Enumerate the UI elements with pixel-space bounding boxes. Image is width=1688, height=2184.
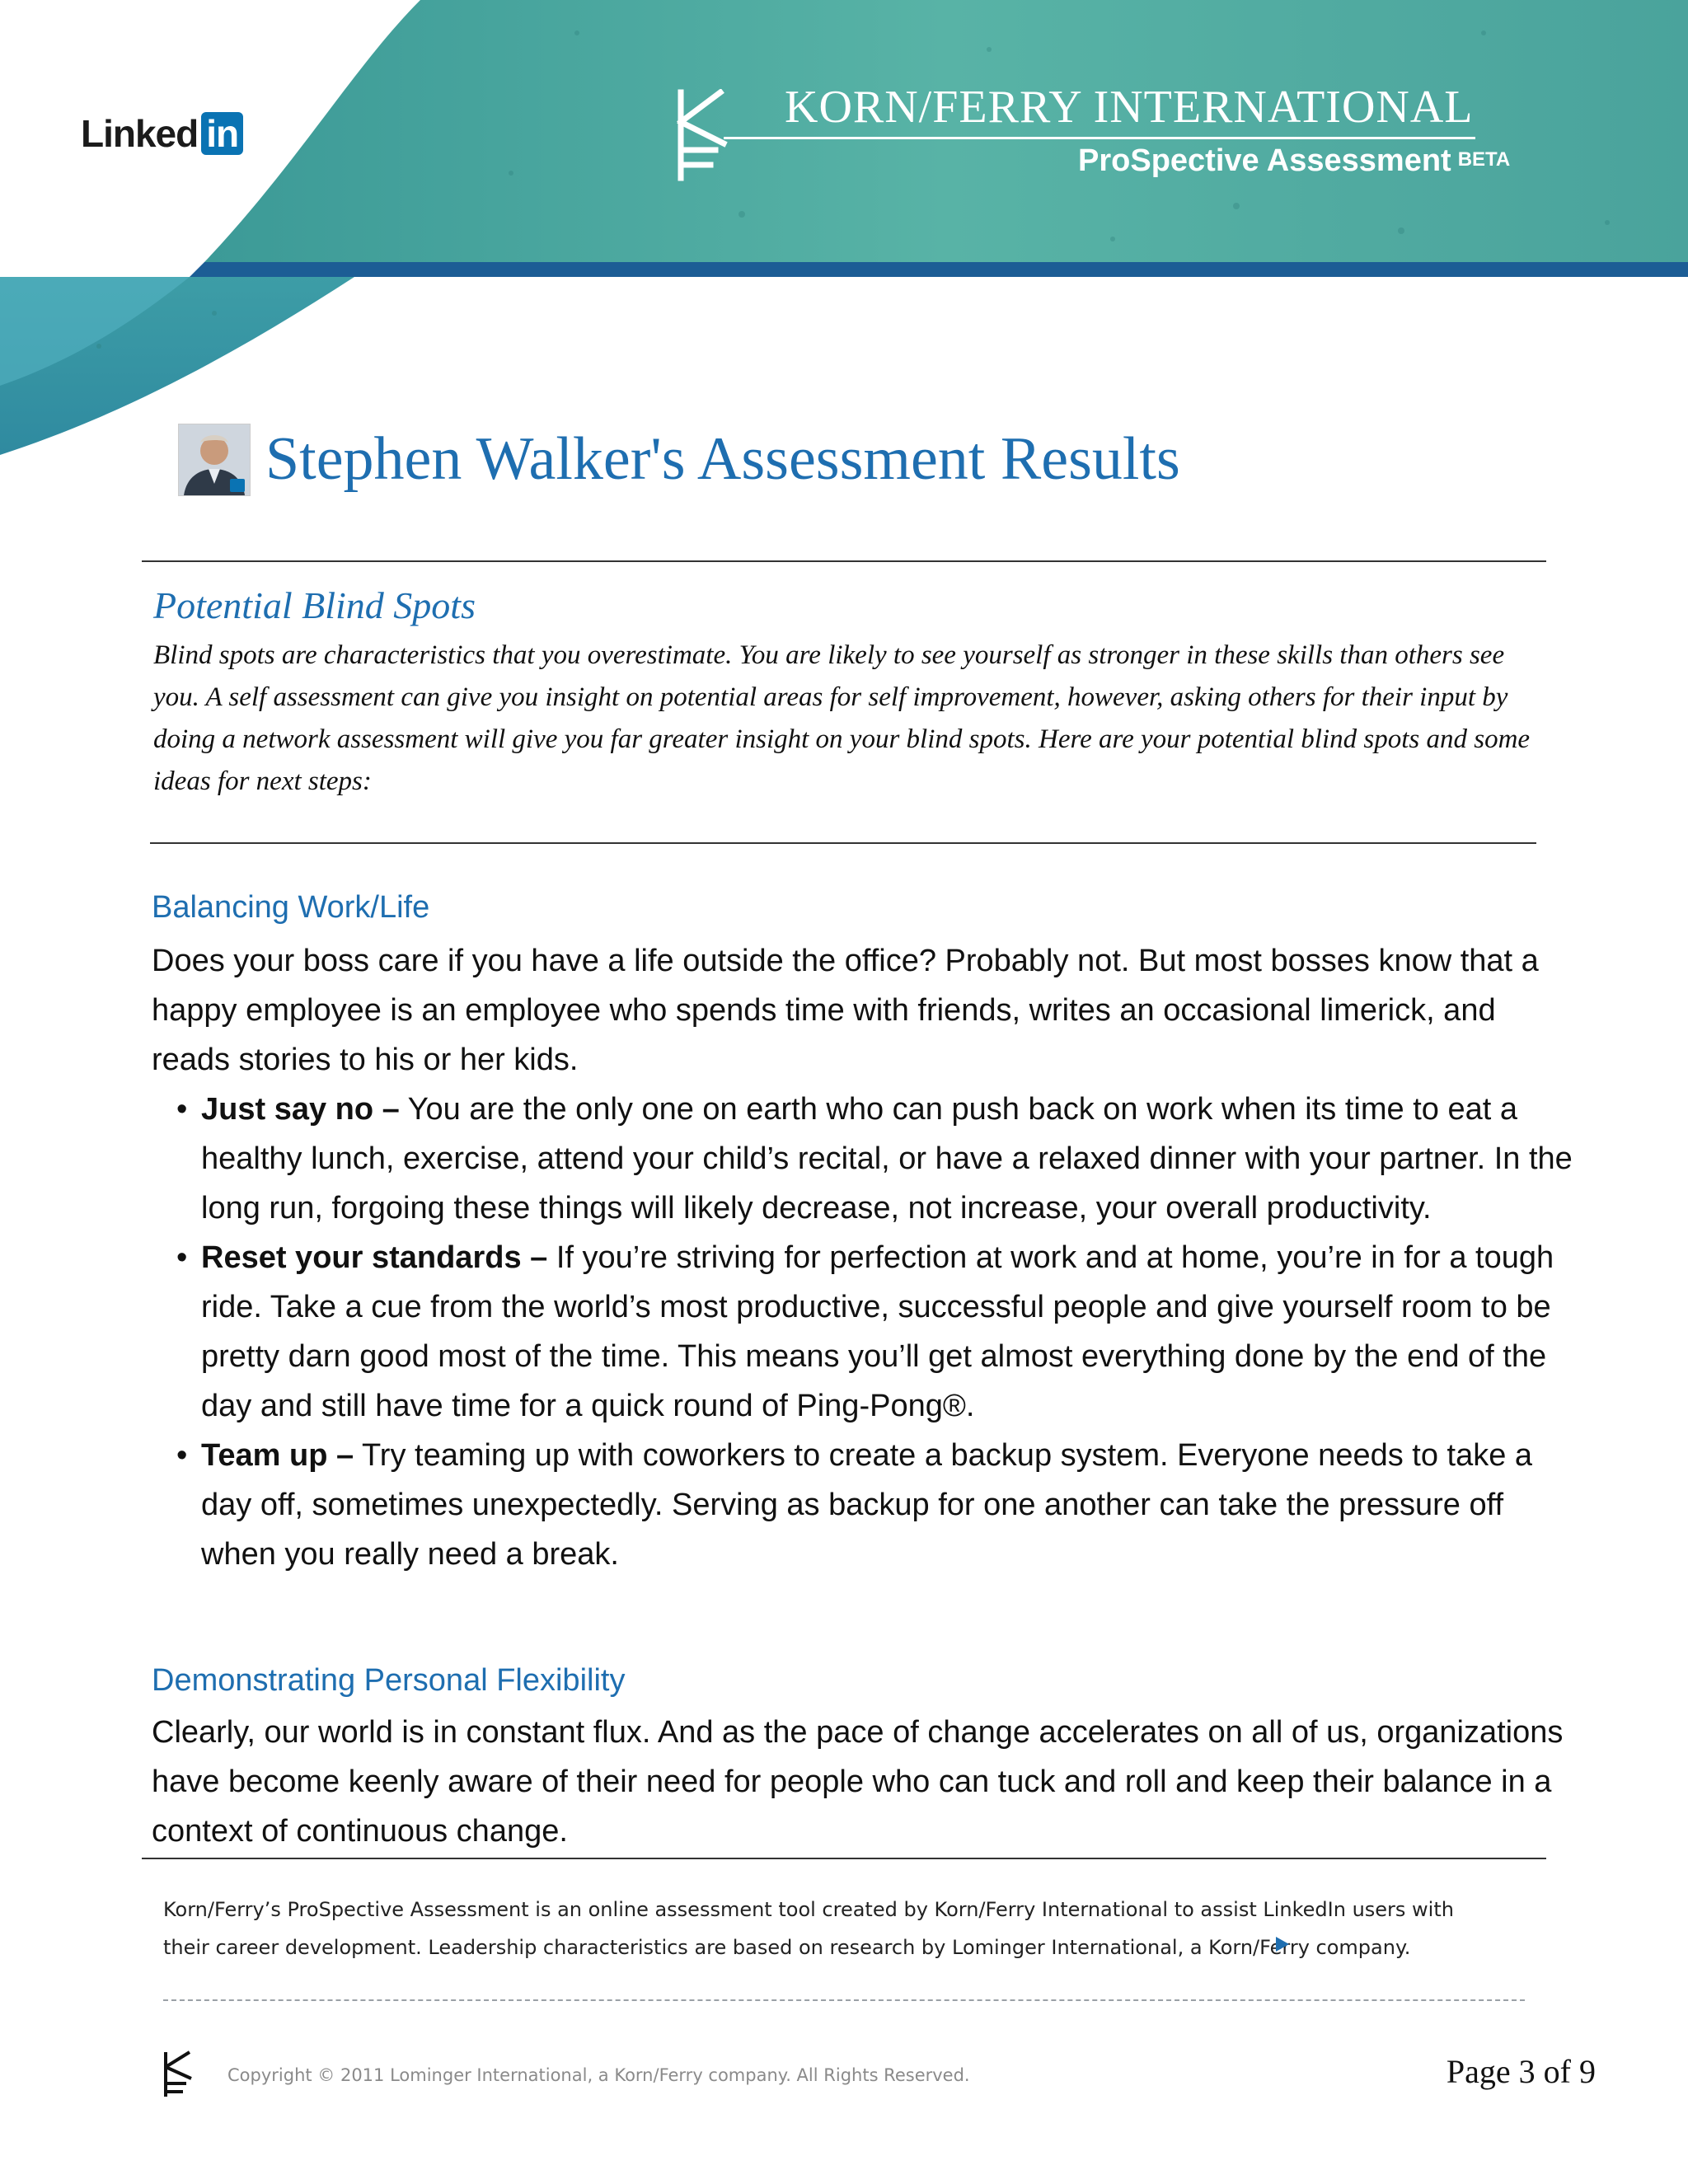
section-paragraph-flexibility: Clearly, our world is in constant flux. And as the pace of change accelerates on all of us, organizations have become keenly aware of their need for people who can tuck and roll and keep their balance in a context of continuous change. bbox=[152, 1715, 1564, 1849]
footer-note: Korn/Ferry’s ProSpective Assessment is an online assessment tool created by Korn/Ferry International to assist LinkedIn users with their career development. Leadership characteristics are based on research by Lominger International, a Korn/Ferry company. bbox=[163, 1898, 1454, 1959]
page-title: Stephen Walker's Assessment Results bbox=[265, 425, 1180, 493]
blind-spots-intro: Blind spots are characteristics that you overestimate. You are likely to see yourself as stronger in these skills than others see you. A self assessment can give you insight on potential areas for self improvement, however, asking others for their input by doing a network assessment will give you far greater insight on your blind spots. Here are your potential blind spots and some ideas for next steps: bbox=[153, 640, 1531, 796]
linkedin-in-box: in bbox=[201, 112, 243, 155]
tip-text: Try teaming up with coworkers to create a backup system. Everyone needs to take a day off, sometimes unexpectedly. Serving as backup for one another can take the pressure off when you really need a break. bbox=[201, 1438, 1533, 1572]
header-banner bbox=[0, 0, 1688, 462]
title-divider bbox=[142, 560, 1546, 562]
header-rule bbox=[724, 137, 1475, 139]
kf-footer-logo-icon bbox=[162, 2050, 195, 2098]
beta-tag: BETA bbox=[1457, 148, 1511, 171]
bullet-icon: • bbox=[176, 1092, 188, 1127]
company-name: KORN/FERRY INTERNATIONAL bbox=[785, 82, 1474, 133]
tip-text: You are the only one on earth who can push back on work when its time to eat a healthy lunch, exercise, attend your child’s recital, or have a relaxed dinner with your partner. In the long run, forgoing these things will likely decrease, not increase, your overall productivity. bbox=[201, 1092, 1573, 1226]
section-heading-flexibility: Demonstrating Personal Flexibility bbox=[152, 1663, 626, 1698]
bullet-icon: • bbox=[176, 1240, 188, 1275]
page-number: Page 3 of 9 bbox=[1446, 2053, 1596, 2090]
blind-spots-heading: Potential Blind Spots bbox=[153, 584, 476, 626]
linkedin-logo-text: Linked bbox=[81, 112, 199, 155]
section-paragraph-work-life: Does your boss care if you have a life outside the office? Probably not. But most bosses know that a happy employee is an employee who spends time with friends, writes an occasional limerick, and reads stories to his or her kids. bbox=[152, 944, 1539, 1077]
dashed-separator bbox=[163, 1999, 1525, 2001]
list-item bbox=[176, 1431, 1578, 1579]
avatar bbox=[178, 424, 251, 496]
copyright: Copyright © 2011 Lominger International, a Korn/Ferry company. All Rights Reserved. bbox=[227, 2065, 970, 2085]
product-label: ProSpective Assessment bbox=[1078, 143, 1451, 178]
product-name bbox=[1078, 143, 1510, 179]
footer-divider bbox=[142, 1858, 1546, 1859]
tip-title: Team up – bbox=[201, 1438, 354, 1473]
bullet-icon: • bbox=[176, 1438, 188, 1473]
kf-logo-icon bbox=[674, 89, 729, 181]
tip-title: Reset your standards – bbox=[201, 1240, 548, 1275]
tip-title: Just say no – bbox=[201, 1092, 400, 1127]
tip-text: If you’re striving for perfection at work and at home, you’re in for a tough ride. Take a cue from the world’s most productive, successful people and give yourself room to be pretty darn good most of the time. This means you’ll get almost everything done by the end of the day and still have time for a quick round of Ping-Pong®. bbox=[201, 1240, 1554, 1423]
profile-photo-icon bbox=[179, 424, 250, 495]
section-heading-work-life: Balancing Work/Life bbox=[152, 890, 430, 925]
list-item bbox=[176, 1085, 1578, 1233]
linkedin-logo bbox=[81, 112, 243, 155]
work-life-tips bbox=[176, 1085, 1578, 1579]
intro-divider bbox=[150, 842, 1536, 844]
list-item bbox=[176, 1233, 1578, 1431]
play-arrow-icon[interactable] bbox=[1276, 1937, 1289, 1952]
